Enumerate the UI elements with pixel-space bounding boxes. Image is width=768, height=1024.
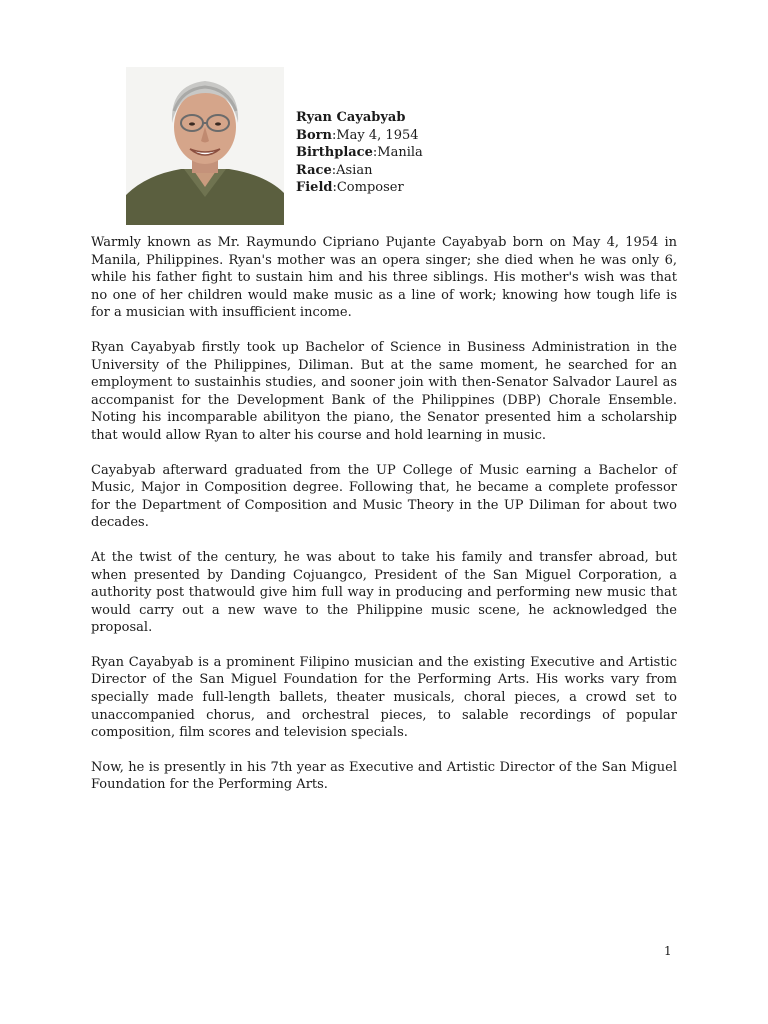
biography-paragraph: Ryan Cayabyab is a prominent Filipino musician and the existing Executive and Artistic Director of the San Miguel Foundation for the Performing Arts. His works vary from specially made full-length ballets, theater musicals, choral pieces, a crowd set to unaccompanied chorus, and orchestral pieces, to salable recordings of popular composition, film scores and television specials.	[91, 654, 677, 741]
biography-paragraph: Warmly known as Mr. Raymundo Cipriano Pujante Cayabyab born on May 4, 1954 in Manila, Philippines. Ryan's mother was an opera singer; she died when he was only 6, while his father fight to sustain him and his three siblings. His mother's wish was that no one of her children would make music as a line of work; knowing how tough life is for a musician with insufficient income.	[91, 235, 677, 321]
field-value: Composer	[336, 180, 404, 195]
biography-paragraph: Ryan Cayabyab firstly took up Bachelor of Science in Business Administration in the University of the Philippines, Diliman. But at the same moment, he searched for an employment to sustainhis studies, and sooner join with then-Senator Salvador Laurel as accompanist for the Development Bank of the Philippines (DBP) Chorale Ensemble. Noting his incomparable abilityon the piano, the Senator presented him a scholarship that would allow Ryan to alter his course and hold learning in music.	[91, 339, 677, 443]
race-row: Race:Asian	[296, 162, 373, 178]
birthplace-row: Birthplace:Manila	[296, 145, 423, 160]
born-row: Born:May 4, 1954	[296, 127, 419, 143]
page-number: 1	[664, 944, 672, 958]
born-value: May 4, 1954	[336, 127, 419, 143]
born-label: Born	[296, 127, 332, 143]
field-row: Field:Composer	[296, 180, 404, 195]
biography-body	[91, 234, 677, 811]
birthplace-label: Birthplace	[296, 145, 373, 160]
profile-info	[296, 109, 423, 197]
race-value: Asian	[336, 162, 373, 178]
biography-paragraph: Now, he is presently in his 7th year as Executive and Artistic Director of the San Miguel Foundation for the Performing Arts.	[91, 759, 677, 793]
profile-name: Ryan Cayabyab	[296, 110, 406, 125]
biography-paragraph: At the twist of the century, he was about to take his family and transfer abroad, but when presented by Danding Cojuangco, President of the San Miguel Corporation, a authority post thatwould give him full way in producing and performing new music that would carry out a new wave to the Philippine music scene, he acknowledged the proposal.	[91, 549, 677, 636]
race-label: Race	[296, 162, 332, 178]
field-label: Field	[296, 180, 333, 195]
portrait-illustration	[126, 67, 284, 225]
portrait-photo	[126, 67, 284, 225]
biography-paragraph: Cayabyab afterward graduated from the UP College of Music earning a Bachelor of Music, Major in Composition degree. Following that, he became a complete professor for the Department of Composition and Music Theory in the UP Diliman for about two decades.	[91, 462, 677, 531]
birthplace-value: Manila	[377, 145, 423, 160]
